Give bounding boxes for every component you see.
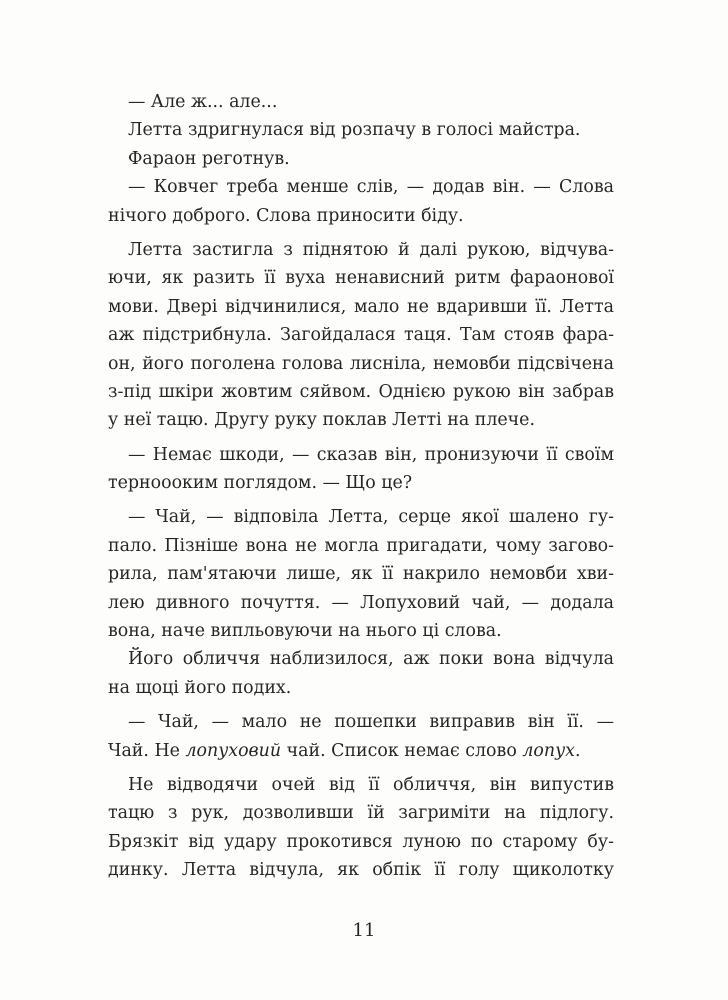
text-line: пало. Пізніше вона не могла пригадати, чому загово- bbox=[108, 535, 614, 556]
text-line: Фараон реготнув. bbox=[128, 148, 290, 169]
text-line: вона, наче випльовуючи на нього ці слова. bbox=[108, 621, 502, 642]
text-line: Не відводячи очей від її обличчя, він випустив bbox=[128, 774, 614, 795]
text-line: — Чай, — мало не пошепки виправив він її. — bbox=[128, 712, 614, 733]
text-line: нічого доброго. Слова приносити біду. bbox=[108, 205, 464, 226]
text-line: — Але ж... але... bbox=[128, 92, 278, 112]
text-line: ючи, як разить її вуха ненависний ритм фараонової bbox=[108, 268, 614, 289]
text-line: Брязкіт від удару прокотився луною по старому бу- bbox=[108, 831, 614, 852]
text-line: — Немає шкоди, — сказав він, пронизуючи її своїм bbox=[128, 444, 614, 465]
text-line: аж підстрибнула. Загойдалася таця. Там стояв фара- bbox=[108, 325, 614, 346]
text-line: терноооким поглядом. — Що це? bbox=[108, 473, 413, 494]
text-line: Його обличчя наблизилося, аж поки вона відчула bbox=[128, 649, 614, 670]
text-line: на щоці його подих. bbox=[108, 677, 292, 698]
text-line: тацю з рук, дозволивши їй загриміти на підлогу. bbox=[108, 803, 614, 824]
text-segment: Чай. Не bbox=[108, 740, 186, 761]
text-line: Летта здригнулася від розпачу в голосі майстра. bbox=[128, 120, 581, 141]
text-line: з-під шкіри жовтим сяйвом. Однією рукою він забрав bbox=[108, 381, 614, 402]
text-line: Летта застигла з піднятою й далі рукою, відчува- bbox=[128, 239, 614, 260]
text-line: он, його поголена голова лисніла, немовби підсвічена bbox=[108, 353, 614, 374]
body-text bbox=[108, 88, 614, 885]
text-line: лею дивного почуття. — Лопуховий чай, — додала bbox=[108, 592, 614, 613]
text-line: динку. Летта відчула, як обпік її голу щиколотку bbox=[108, 860, 614, 881]
text-line: у неї тацю. Другу руку поклав Летті на плече. bbox=[108, 410, 536, 431]
text-line: рила, пам'ятаючи лише, як її накрило немовби хви- bbox=[108, 564, 614, 585]
text-segment: . bbox=[574, 740, 581, 761]
page-number: 11 bbox=[352, 920, 376, 941]
text-segment: чай. Список немає слово bbox=[281, 740, 523, 761]
italic-word: лопух bbox=[522, 740, 575, 761]
text-line: мови. Двері відчинилися, мало не вдаривши її. Летта bbox=[108, 296, 614, 317]
text-line: — Ковчег треба менше слів, — додав він. — Слова bbox=[128, 177, 614, 198]
text-line-italic-mix bbox=[108, 737, 614, 765]
italic-word: лопуховий bbox=[185, 740, 282, 761]
text-line: — Чай, — відповіла Летта, серце якої шалено гу- bbox=[128, 507, 614, 528]
